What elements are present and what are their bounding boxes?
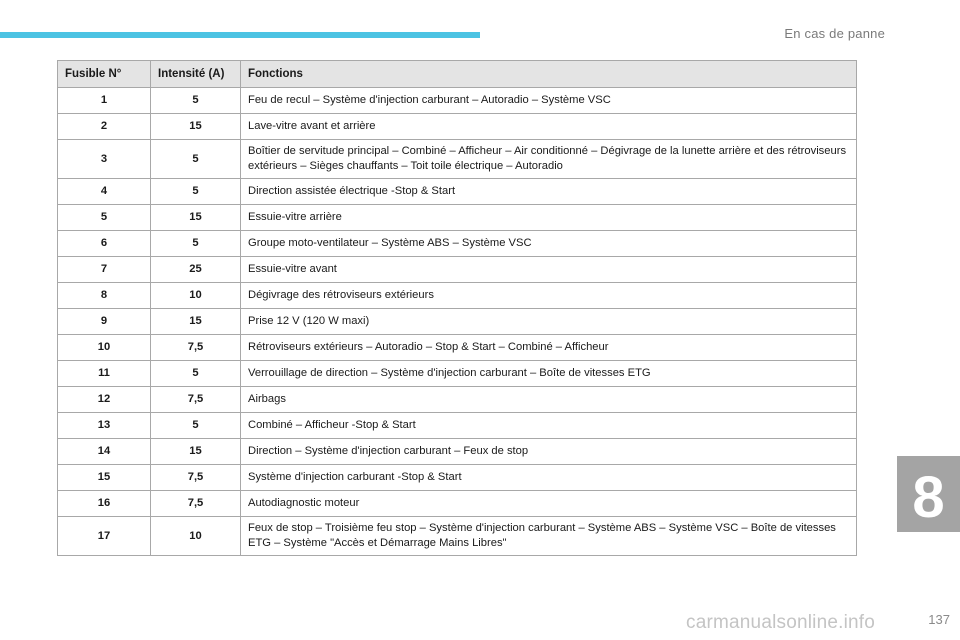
intensity-cell: 5	[151, 179, 241, 205]
watermark: carmanualsonline.info	[686, 612, 876, 633]
intensity-cell: 10	[151, 283, 241, 309]
functions-cell: Lave-vitre avant et arrière	[241, 114, 857, 140]
intensity-cell: 10	[151, 517, 241, 556]
fuse-number-cell: 1	[58, 88, 151, 114]
fuse-number-cell: 2	[58, 114, 151, 140]
fuse-number-cell: 14	[58, 439, 151, 465]
table-row	[58, 205, 857, 231]
functions-cell: Essuie-vitre arrière	[241, 205, 857, 231]
intensity-cell: 7,5	[151, 465, 241, 491]
intensity-cell: 7,5	[151, 387, 241, 413]
functions-cell: Dégivrage des rétroviseurs extérieurs	[241, 283, 857, 309]
column-header-functions: Fonctions	[241, 61, 857, 88]
fuse-number-cell: 17	[58, 517, 151, 556]
chapter-tab	[897, 456, 960, 532]
table-row	[58, 335, 857, 361]
functions-cell: Rétroviseurs extérieurs – Autoradio – Stop & Start – Combiné – Afficheur	[241, 335, 857, 361]
table-row	[58, 114, 857, 140]
intensity-cell: 15	[151, 439, 241, 465]
fuse-number-cell: 9	[58, 309, 151, 335]
table-row	[58, 517, 857, 556]
table-row	[58, 140, 857, 179]
table-row	[58, 465, 857, 491]
fuse-number-cell: 4	[58, 179, 151, 205]
table-row	[58, 88, 857, 114]
intensity-cell: 5	[151, 361, 241, 387]
functions-cell: Prise 12 V (120 W maxi)	[241, 309, 857, 335]
chapter-number: 8	[912, 465, 945, 530]
intensity-cell: 5	[151, 231, 241, 257]
functions-cell: Airbags	[241, 387, 857, 413]
table-row	[58, 283, 857, 309]
intensity-cell: 7,5	[151, 335, 241, 361]
table-row	[58, 491, 857, 517]
functions-cell: Boîtier de servitude principal – Combiné – Afficheur – Air conditionné – Dégivrage de la lunette arrière et des rétroviseurs extérieurs – Sièges chauffants – Toit toile électrique – Autoradio	[241, 140, 857, 179]
page-number: 137	[928, 612, 950, 627]
functions-cell: Combiné – Afficheur -Stop & Start	[241, 413, 857, 439]
fuse-number-cell: 10	[58, 335, 151, 361]
functions-cell: Feu de recul – Système d'injection carburant – Autoradio – Système VSC	[241, 88, 857, 114]
fuse-number-cell: 6	[58, 231, 151, 257]
fuse-table	[57, 60, 857, 556]
intensity-cell: 25	[151, 257, 241, 283]
table-row	[58, 387, 857, 413]
fuse-number-cell: 3	[58, 140, 151, 179]
table-row	[58, 439, 857, 465]
fuse-number-cell: 11	[58, 361, 151, 387]
functions-cell: Essuie-vitre avant	[241, 257, 857, 283]
intensity-cell: 7,5	[151, 491, 241, 517]
table-row	[58, 361, 857, 387]
table-row	[58, 413, 857, 439]
intensity-cell: 5	[151, 88, 241, 114]
column-header-intensity: Intensité (A)	[151, 61, 241, 88]
functions-cell: Groupe moto-ventilateur – Système ABS – Système VSC	[241, 231, 857, 257]
functions-cell: Système d'injection carburant -Stop & Start	[241, 465, 857, 491]
section-title: En cas de panne	[784, 26, 885, 41]
intensity-cell: 15	[151, 205, 241, 231]
fuse-number-cell: 16	[58, 491, 151, 517]
table-row	[58, 231, 857, 257]
fuse-number-cell: 8	[58, 283, 151, 309]
table-row	[58, 179, 857, 205]
column-header-fuse: Fusible N°	[58, 61, 151, 88]
intensity-cell: 15	[151, 114, 241, 140]
functions-cell: Autodiagnostic moteur	[241, 491, 857, 517]
functions-cell: Direction – Système d'injection carburant – Feux de stop	[241, 439, 857, 465]
fuse-number-cell: 7	[58, 257, 151, 283]
intensity-cell: 5	[151, 413, 241, 439]
table-row	[58, 309, 857, 335]
fuse-number-cell: 13	[58, 413, 151, 439]
table-row	[58, 257, 857, 283]
functions-cell: Feux de stop – Troisième feu stop – Système d'injection carburant – Système ABS – Système VSC – Boîte de vitesses ETG – Système "Accès et Démarrage Mains Libres"	[241, 517, 857, 556]
fuse-number-cell: 5	[58, 205, 151, 231]
fuse-number-cell: 12	[58, 387, 151, 413]
functions-cell: Verrouillage de direction – Système d'injection carburant – Boîte de vitesses ETG	[241, 361, 857, 387]
fuse-number-cell: 15	[58, 465, 151, 491]
intensity-cell: 15	[151, 309, 241, 335]
functions-cell: Direction assistée électrique -Stop & Start	[241, 179, 857, 205]
table-header-row	[58, 61, 857, 88]
header-accent-bar	[0, 32, 480, 38]
intensity-cell: 5	[151, 140, 241, 179]
